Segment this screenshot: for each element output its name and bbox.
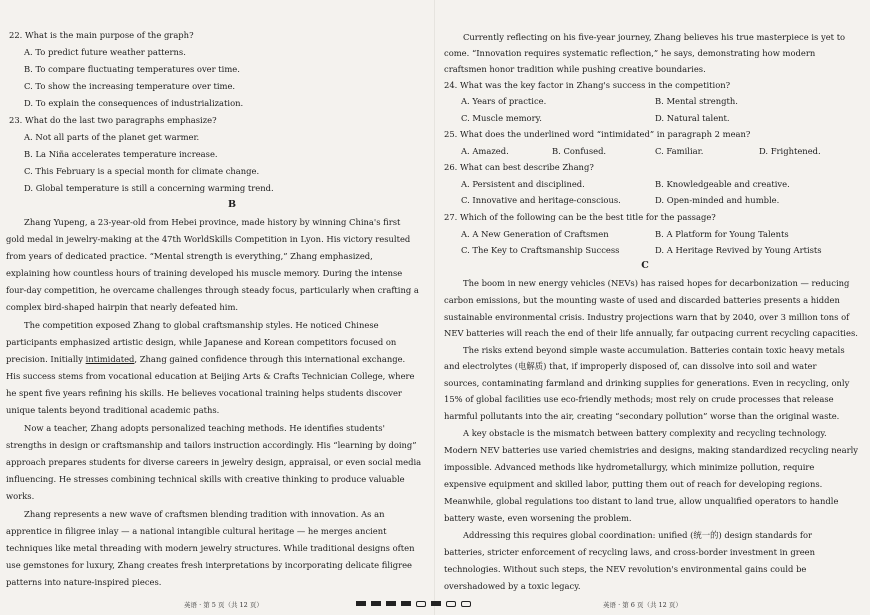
passage-b-line: precision. Initially intimidated, Zhang gained confidence through this international exchange. bbox=[6, 354, 406, 364]
q24-option-b: B. Mental strength. bbox=[655, 96, 738, 106]
passage-b-line: he spent five years refining his skills. He believes vocational training helps students discover bbox=[6, 388, 402, 398]
q24-option-d: D. Natural talent. bbox=[655, 113, 730, 123]
question-23-stem: 23. What do the last two paragraphs emphasize? bbox=[9, 115, 217, 125]
passage-c-line: Addressing this requires global coordination: unified (统一的) design standards for bbox=[463, 530, 813, 540]
passage-c-line: expensive equipment and skilled labor, putting them out of reach for developing regions. bbox=[444, 479, 823, 489]
q26-option-a: A. Persistent and disciplined. bbox=[461, 179, 585, 189]
q26-option-d: D. Open-minded and humble. bbox=[655, 195, 780, 205]
passage-c-line: NEV batteries will reach the end of their life annually, far outpacing current recycling capacities. bbox=[444, 328, 858, 338]
q23-option-d: D. Global temperature is still a concerning warming trend. bbox=[24, 183, 274, 193]
passage-c-line: The risks extend beyond simple waste accumulation. Batteries contain toxic heavy metals bbox=[463, 345, 845, 355]
passage-c-line: battery waste, even worsening the problem. bbox=[444, 513, 632, 523]
q25-option-b: B. Confused. bbox=[552, 146, 607, 156]
passage-c-line: Modern NEV batteries use varied chemistries and designs, making standardized recycling nearly bbox=[444, 445, 859, 455]
passage-b-line: approach prepares students for diverse careers in jewelry design, appraisal, or even social media bbox=[6, 457, 422, 467]
passage-b-line: His success stems from vocational education at Beijing Arts & Crafts Technician College, where bbox=[6, 371, 415, 381]
question-24-stem: 24. What was the key factor in Zhang's success in the competition? bbox=[444, 80, 731, 90]
print-mark bbox=[386, 601, 396, 606]
question-25-stem: 25. What does the underlined word “intimidated” in paragraph 2 mean? bbox=[444, 129, 751, 139]
passage-c-line: 15% of global facilities use eco-friendly methods; most rely on crude processes that release bbox=[444, 394, 834, 404]
q22-option-d: D. To explain the consequences of industrialization. bbox=[24, 98, 244, 108]
q24-option-a: A. Years of practice. bbox=[461, 96, 547, 106]
section-c-label: C bbox=[641, 260, 649, 271]
passage-b-line: apprentice in filigree inlay — a national intangible cultural heritage — he merges ancient bbox=[6, 526, 387, 536]
print-marks bbox=[356, 601, 471, 607]
q27-option-d: D. A Heritage Revived by Young Artists bbox=[655, 245, 822, 255]
passage-b-line: strengths in design or craftsmanship and tailors instruction accordingly. His “learning by doing” bbox=[6, 440, 417, 450]
q23-option-a: A. Not all parts of the planet get warmer. bbox=[24, 132, 200, 142]
q23-option-c: C. This February is a special month for climate change. bbox=[24, 166, 260, 176]
passage-c-line: harmful pollutants into the air, creating “secondary pollution” worse than the original waste. bbox=[444, 411, 840, 421]
passage-b-line: Now a teacher, Zhang adopts personalized teaching methods. He identifies students' bbox=[24, 423, 385, 433]
page-footer-left: 英语 · 第 5 页（共 12 页） bbox=[184, 601, 263, 609]
passage-c-line: technologies. Without such steps, the NEV revolution's environmental gains could be bbox=[444, 564, 807, 574]
passage-b-line: techniques like metal threading with modern jewelry structures. While traditional designs often bbox=[6, 543, 415, 553]
passage-b-end-line: come. “Innovation requires systematic reflection,” he says, demonstrating how modern bbox=[444, 48, 816, 58]
section-b-label: B bbox=[227, 199, 237, 210]
passage-c-line: overshadowed by a toxic legacy. bbox=[444, 581, 581, 591]
print-mark bbox=[431, 601, 441, 606]
q22-option-a: A. To predict future weather patterns. bbox=[24, 47, 186, 57]
print-mark bbox=[401, 601, 411, 606]
passage-b-line: use gemstones for luxury, Zhang creates fresh interpretations by incorporating delicate filigree bbox=[6, 560, 412, 570]
q27-option-c: C. The Key to Craftsmanship Success bbox=[461, 245, 620, 255]
passage-b-line: complex bird-shaped hairpin that nearly defeated him. bbox=[6, 302, 239, 312]
passage-c-line: sources, contaminating farmland and drinking supplies for generations. Even in recycling, only bbox=[444, 378, 850, 388]
q22-option-b: B. To compare fluctuating temperatures over time. bbox=[24, 64, 240, 74]
print-mark bbox=[416, 601, 426, 607]
passage-c-line: sustainable environmental crisis. Industry projections warn that by 2040, over 3 million tons of bbox=[444, 312, 850, 322]
q25-option-a: A. Amazed. bbox=[461, 146, 509, 156]
question-22-stem: 22. What is the main purpose of the graph? bbox=[9, 30, 194, 40]
print-mark bbox=[371, 601, 381, 606]
passage-b-line: Zhang represents a new wave of craftsmen blending tradition with innovation. As an bbox=[24, 509, 385, 519]
q22-option-c: C. To show the increasing temperature over time. bbox=[24, 81, 236, 91]
passage-b-end-line: craftsmen honor tradition while pushing creative boundaries. bbox=[444, 64, 706, 74]
passage-b-line: influencing. He stresses combining technical skills with creative thinking to produce valuable bbox=[6, 474, 405, 484]
q25-option-c: C. Familiar. bbox=[655, 146, 704, 156]
q26-option-c: C. Innovative and heritage-conscious. bbox=[461, 195, 621, 205]
passage-b-line: works. bbox=[6, 491, 35, 501]
q26-option-b: B. Knowledgeable and creative. bbox=[655, 179, 790, 189]
q24-option-c: C. Muscle memory. bbox=[461, 113, 542, 123]
passage-b-line: explaining how countless hours of training developed his muscle memory. During the intense bbox=[6, 268, 403, 278]
q27-option-b: B. A Platform for Young Talents bbox=[655, 229, 789, 239]
passage-c-line: impossible. Advanced methods like hydrometallurgy, which minimize pollution, require bbox=[444, 462, 815, 472]
passage-c-line: The boom in new energy vehicles (NEVs) has raised hopes for decarbonization — reducing bbox=[463, 278, 850, 288]
question-27-stem: 27. Which of the following can be the best title for the passage? bbox=[444, 212, 716, 222]
passage-b-line: patterns into nature-inspired pieces. bbox=[6, 577, 162, 587]
underlined-word-intimidated: intimidated bbox=[85, 354, 135, 364]
q27-option-a: A. A New Generation of Craftsmen bbox=[461, 229, 609, 239]
passage-b-line: gold medal in jewelry-making at the 47th WorldSkills Competition in Lyon. His victory resulted bbox=[6, 234, 411, 244]
passage-b-line: from years of dedicated practice. “Mental strength is everything,” Zhang emphasized, bbox=[6, 251, 373, 261]
passage-b-line: four-day competition, he overcame challenges through steady focus, particularly when crafting a bbox=[6, 285, 419, 295]
print-mark bbox=[356, 601, 366, 606]
passage-b-end-line: Currently reflecting on his five-year journey, Zhang believes his true masterpiece is yet to bbox=[463, 32, 846, 42]
print-mark bbox=[446, 601, 456, 607]
passage-b-line: The competition exposed Zhang to global craftsmanship styles. He noticed Chinese bbox=[24, 320, 379, 330]
passage-b-line: Zhang Yupeng, a 23-year-old from Hebei province, made history by winning China's first bbox=[24, 217, 401, 227]
question-26-stem: 26. What can best describe Zhang? bbox=[444, 162, 594, 172]
passage-c-line: A key obstacle is the mismatch between battery complexity and recycling technology. bbox=[463, 428, 827, 438]
q23-option-b: B. La Niña accelerates temperature increase. bbox=[24, 149, 218, 159]
print-mark bbox=[461, 601, 471, 607]
page-divider bbox=[434, 0, 435, 615]
passage-c-line: and electrolytes (电解质) that, if improperly disposed of, can dissolve into soil and water bbox=[444, 361, 817, 371]
page-footer-right: 英语 · 第 6 页（共 12 页） bbox=[603, 601, 682, 609]
q25-option-d: D. Frightened. bbox=[759, 146, 821, 156]
passage-c-line: batteries, stricter enforcement of recycling laws, and cross-border investment in green bbox=[444, 547, 816, 557]
passage-b-line: unique talents beyond traditional academic paths. bbox=[6, 405, 220, 415]
passage-c-line: Meanwhile, global regulations too distant to land true, allow unqualified operators to handle bbox=[444, 496, 839, 506]
passage-b-line: participants emphasized artistic design, while Japanese and Korean competitors focused on bbox=[6, 337, 397, 347]
passage-c-line: carbon emissions, but the mounting waste of used and discarded batteries presents a hidden bbox=[444, 295, 840, 305]
